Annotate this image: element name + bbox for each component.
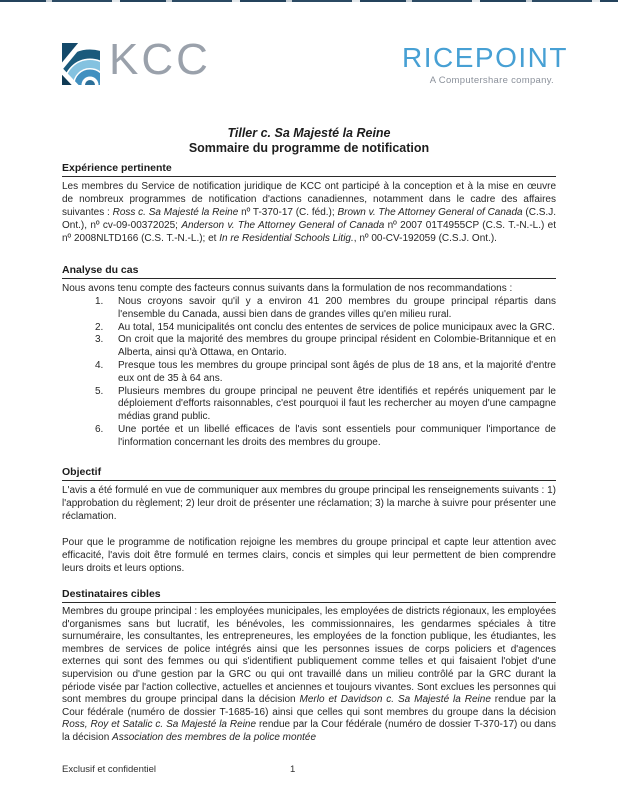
case-citation-italic: Association des membres de la police montée	[112, 731, 317, 743]
list-item-text: On croit que la majorité des membres du groupe principal résident en Colombie-Britannique et en Alberta, ainsi qu'à Ottawa, en Ontario.	[118, 334, 556, 359]
page-number: 1	[290, 764, 296, 775]
analysis-factor-list	[62, 296, 556, 450]
analysis-intro: Nous avons tenu compte des facteurs connus suivants dans la formulation de nos recommandations :	[62, 283, 513, 294]
experience-heading: Expérience pertinente	[62, 162, 556, 177]
objective-heading: Objectif	[62, 466, 556, 481]
list-item-number: 5.	[95, 385, 104, 397]
list-item	[62, 386, 556, 424]
text-segment: rendue par la Cour fédérale (numéro de dossier T-370-17) ou dans la décision	[62, 719, 556, 743]
text-segment: , nº 00-CV-192059 (C.S.J. Ont.).	[353, 233, 497, 244]
recipients-heading: Destinataires cibles	[62, 588, 556, 603]
analysis-heading: Analyse du cas	[62, 264, 556, 279]
text-segment: (C.S.J. Ont.), nº cv-09-00372025;	[62, 207, 556, 231]
text-segment: Les membres du Service de notification juridique de KCC ont participé à la conception et à la mise en œuvre de nombreux programmes de notification d'actions canadiennes, notamment dans le cadre des affaires suivantes :	[62, 181, 556, 218]
list-item-number: 6.	[95, 423, 104, 435]
section-objective	[62, 466, 556, 575]
case-citation-italic: Ross, Roy et Satalic c. Sa Majesté la Reine	[62, 719, 257, 731]
objective-paragraph-2: Pour que le programme de notification rejoigne les membres du groupe principal et capte leur attention avec efficacité, l'avis doit être formulé en termes clairs, concis et simples qui leur permettent de bien comprendre leurs droits et leurs options.	[62, 537, 556, 574]
scan-artifact-line	[0, 0, 618, 2]
list-item	[62, 296, 556, 322]
kcc-logo-text: KCC	[109, 35, 211, 84]
ricepoint-tagline: A Computershare company.	[429, 75, 554, 86]
list-item-text: Nous croyons savoir qu'il y a environ 41 200 membres du groupe principal répartis dans l'ensemble du Canada, aussi bien dans de grandes villes qu'en milieu rural.	[118, 296, 556, 320]
text-segment: rendue par la Cour fédérale (numéro de dossier T-1685-16) ainsi que celles qui sont membres du groupe dans la décision	[62, 694, 556, 718]
ricepoint-logo-text: RICEPOINT	[402, 42, 568, 73]
document-title-block	[0, 126, 618, 156]
list-item-text: Plusieurs membres du groupe principal ne peuvent être identifiés et repérés uniquement par le déploiement d'efforts raisonnables, c'est pourquoi il faut les rechercher au moyen d'une campagne médias grand public.	[118, 385, 556, 423]
list-item-text: Une portée et un libellé efficaces de l'avis sont essentiels pour communiquer l'importance de l'information concernant les droits des membres du groupe.	[118, 423, 556, 448]
recipients-paragraph	[62, 606, 556, 745]
list-item-text: Presque tous les membres du groupe principal sont âgés de plus de 18 ans, et la majorité d'entre eux ont de 35 à 64 ans.	[118, 359, 556, 384]
section-target-recipients	[62, 588, 556, 745]
page-footer	[62, 764, 556, 775]
text-segment: nº 2007 01T4955CP (C.S. T.-N.-L.) et nº 2008NLTD166 (C.S. T.-N.-L.); et	[62, 220, 557, 244]
list-item-number: 2.	[95, 321, 104, 333]
case-citation-italic: In re Residential Schools Litig.	[219, 233, 354, 244]
case-name-title: Tiller c. Sa Majesté la Reine	[227, 126, 391, 140]
document-subtitle: Sommaire du programme de notification	[188, 141, 430, 155]
case-citation-italic: Merlo et Davidson c. Sa Majesté la Reine	[299, 694, 491, 706]
confidentiality-label: Exclusif et confidentiel	[62, 764, 156, 775]
case-citation-italic: Brown v. The Attorney General of Canada	[337, 207, 523, 218]
case-citation-italic: Anderson v. The Attorney General of Canada	[181, 220, 385, 231]
list-item-number: 3.	[95, 334, 104, 346]
text-segment: nº T-370-17 (C. féd.);	[238, 207, 338, 218]
list-item	[62, 322, 556, 335]
list-item-number: 1.	[95, 296, 104, 307]
section-case-analysis	[62, 264, 556, 450]
document-header	[62, 35, 568, 86]
kcc-logo	[62, 35, 211, 85]
list-item-text: Au total, 154 municipalités ont conclu des ententes de services de police municipaux avec la GRC.	[118, 321, 555, 333]
list-item	[62, 360, 556, 386]
experience-paragraph	[62, 180, 556, 245]
kcc-logo-icon	[62, 43, 100, 85]
case-citation-italic: Ross c. Sa Majesté la Reine	[112, 207, 239, 218]
list-item	[62, 334, 556, 360]
section-experience	[62, 162, 556, 245]
ricepoint-logo	[402, 44, 568, 86]
list-item-number: 4.	[95, 359, 104, 371]
list-item	[62, 424, 556, 450]
text-segment: Membres du groupe principal : les employées municipales, les employées de districts régionaux, les employées d'organismes sans but lucratif, les bénévoles, les commissionnaires, les gendarmes spéciales à titre surnuméraire, les consultantes, les entrepreneures, les employées de la fonction publique, les étudiantes, les membres de services de police intégrés ainsi que les personnes issues de corps policiers et d'agences externes qui sont des femmes ou qui s'identifient publiquement comme telles et qui faisaient l'objet d'une supervision ou d'une gestion par la GRC ou qui ont travaillé dans un milieu contrôlé par la GRC durant la période visée par l'action collective, actuelles et anciennes et toujours vivantes. Sont exclues les personnes qui sont membres du groupe principal dans la décision	[62, 606, 556, 706]
objective-paragraph-1: L'avis a été formulé en vue de communiquer aux membres du groupe principal les renseignements suivants : 1) l'approbation du règlement; 2) leur droit de présenter une réclamation; 3) la marche à suivre pour présenter une réclamation.	[62, 485, 556, 522]
